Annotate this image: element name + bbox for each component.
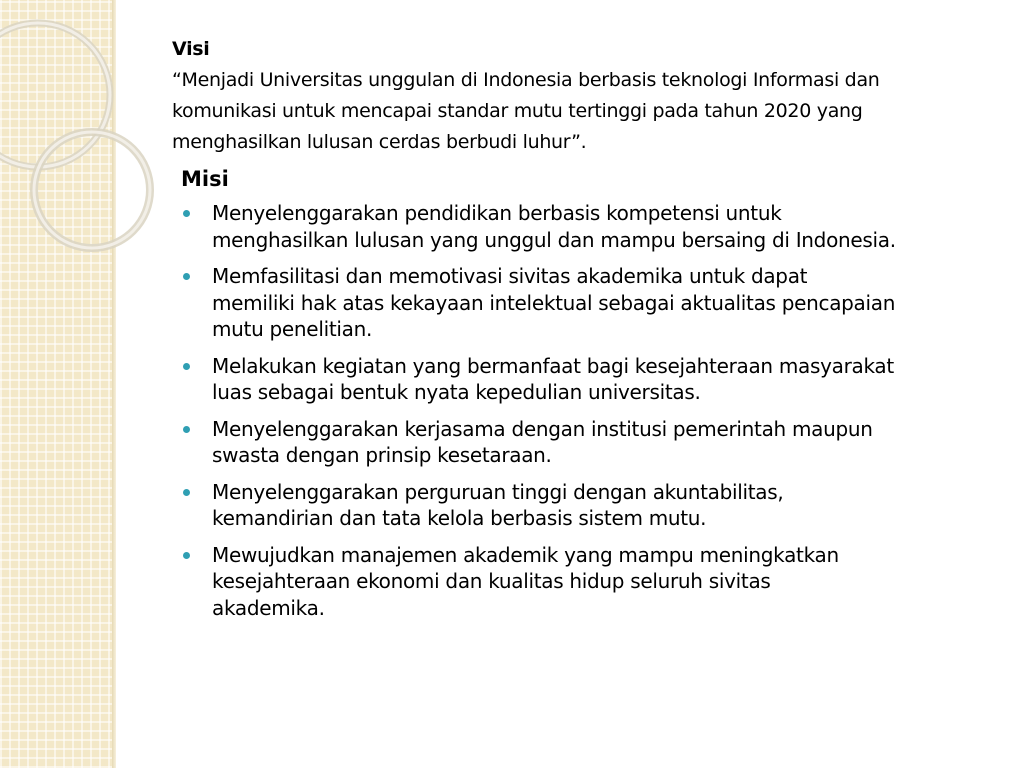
visi-statement-line: menghasilkan lulusan cerdas berbudi luhur”. (172, 131, 587, 153)
misi-section (181, 164, 1001, 631)
misi-item-line: luas sebagai bentuk nyata kepedulian universitas. (212, 380, 701, 404)
visi-title: Visi (172, 38, 210, 60)
misi-item-line: menghasilkan lulusan yang unggul dan mampu bersaing di Indonesia. (212, 227, 896, 252)
bullet-dot-icon (183, 552, 190, 559)
misi-item-line: Menyelenggarakan pendidikan berbasis kompetensi untuk (212, 201, 782, 225)
misi-item (181, 200, 1001, 253)
bullet-dot-icon (183, 210, 190, 217)
misi-item-line: mutu penelitian. (212, 317, 373, 341)
visi-section (172, 34, 972, 158)
misi-item-line: kesejahteraan ekonomi dan kualitas hidup seluruh sivitas (212, 569, 771, 593)
misi-item (181, 542, 1001, 622)
bullet-dot-icon (183, 273, 190, 280)
visi-statement-line: komunikasi untuk mencapai standar mutu tertinggi pada tahun 2020 yang (172, 100, 863, 122)
misi-item-line: Melakukan kegiatan yang bermanfaat bagi kesejahteraan masyarakat (212, 353, 894, 378)
visi-statement-line: “Menjadi Universitas unggulan di Indonesia berbasis teknologi Informasi dan (172, 69, 880, 91)
bullet-dot-icon (183, 426, 190, 433)
misi-item (181, 263, 1001, 343)
decorative-rings (0, 0, 160, 300)
misi-item-line: memiliki hak atas kekayaan intelektual sebagai aktualitas pencapaian (212, 290, 896, 315)
misi-item-line: swasta dengan prinsip kesetaraan. (212, 443, 552, 467)
misi-item-line: Menyelenggarakan kerjasama dengan institusi pemerintah maupun (212, 416, 873, 441)
misi-item-line: Memfasilitasi dan memotivasi sivitas akademika untuk dapat (212, 264, 808, 288)
bullet-dot-icon (183, 363, 190, 370)
misi-item-line: Menyelenggarakan perguruan tinggi dengan akuntabilitas, (212, 479, 784, 504)
misi-item (181, 353, 1001, 406)
bullet-dot-icon (183, 489, 190, 496)
misi-item-line: Mewujudkan manajemen akademik yang mampu meningkatkan (212, 542, 839, 567)
misi-item-line: kemandirian dan tata kelola berbasis sistem mutu. (212, 506, 707, 530)
misi-item (181, 416, 1001, 469)
misi-list (181, 200, 1001, 621)
misi-item-line: akademika. (212, 595, 325, 620)
misi-item (181, 479, 1001, 532)
misi-title: Misi (181, 167, 229, 191)
